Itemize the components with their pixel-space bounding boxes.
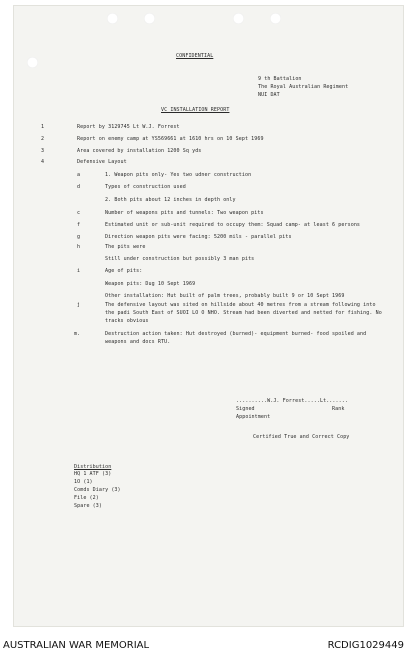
punch-hole (270, 13, 281, 24)
item-text: Area covered by installation 1200 Sq yds (77, 148, 202, 154)
item-text: The pits were (105, 244, 146, 250)
item-text: 2. Both pits about 12 inches in depth only (105, 197, 236, 203)
unit-line: NUI DAT (258, 92, 280, 98)
item-text: Direction weapon pits were facing: 5200 mils - parallel pits (105, 234, 292, 240)
item-letter: i (77, 268, 81, 274)
item-letter: f (77, 222, 81, 228)
item-number: 1 (41, 124, 45, 130)
item-letter: g (77, 234, 81, 240)
item-letter: m. (74, 331, 81, 337)
item-number: 2 (41, 136, 45, 142)
archive-name: AUSTRALIAN WAR MEMORIAL (3, 640, 150, 651)
item-text: Defensive Layout (77, 159, 127, 165)
unit-line: 9 th Battalion (258, 76, 302, 82)
item-text: weapons and docs RTU. (105, 339, 171, 345)
item-text: Types of construction used (105, 184, 186, 190)
item-text: Age of pits: (105, 268, 143, 274)
item-letter: d (77, 184, 81, 190)
item-number: 3 (41, 148, 45, 154)
item-text: the padi South East of SUOI LO O NHO. Stream had been diverted and netted for fishing. No (105, 310, 382, 316)
document-page (13, 5, 404, 627)
classification-marking: CONFIDENTIAL (176, 53, 214, 59)
rank-label: Rank (332, 406, 345, 412)
unit-line: The Royal Australian Regiment (258, 84, 349, 90)
punch-hole (107, 13, 118, 24)
signature-line: ..........W.J. Forrest.....Lt....... (236, 398, 348, 404)
punch-hole (144, 13, 155, 24)
item-text: Destruction action taken: Hut destroyed (burned)- equipment burned- food spoiled and (105, 331, 367, 337)
item-text: 1. Weapon pits only- Yes two udner construction (105, 172, 252, 178)
signed-label: Signed (236, 406, 255, 412)
archive-footer (0, 638, 409, 654)
item-text: The defensive layout was sited on hillside about 40 metres from a stream following into (105, 302, 376, 308)
distribution-line: Comds Diary (3) (74, 487, 121, 493)
distribution-line: File (2) (74, 495, 99, 501)
certified-copy-text: Certified True and Correct Copy (253, 434, 350, 440)
appointment-label: Appointment (236, 414, 271, 420)
item-text: Weapon pits: Dug 10 Sept 1969 (105, 281, 196, 287)
item-text: Other installation: Hut built of palm trees, probably built 9 or 10 Sept 1969 (105, 293, 345, 299)
item-letter: j (77, 302, 81, 308)
punch-hole (27, 57, 38, 68)
item-text: Number of weapons pits and tunnels: Two weapon pits (105, 210, 264, 216)
distribution-line: 1O (1) (74, 479, 93, 485)
distribution-line: Spare (3) (74, 503, 102, 509)
item-text: Still under construction but possibly 3 man pits (105, 256, 255, 262)
distribution-line: HQ 1 ATF (3) (74, 471, 112, 477)
item-number: 4 (41, 159, 45, 165)
item-text: Report on enemy camp at YS569661 at 1610 hrs on 10 Sept 1969 (77, 136, 264, 142)
distribution-heading: Distribution (74, 464, 112, 470)
item-text: Report by 3129745 Lt W.J. Forrest (77, 124, 180, 130)
item-letter: h (77, 244, 81, 250)
item-text: Estimated unit or sub-unit required to occupy them: Squad camp- at least 6 persons (105, 222, 361, 228)
item-letter: a (77, 172, 81, 178)
item-letter: c (77, 210, 81, 216)
record-id: RCDIG1029449 (327, 640, 404, 651)
report-title: VC INSTALLATION REPORT (161, 107, 230, 113)
item-text: tracks obvious (105, 318, 149, 324)
punch-hole (233, 13, 244, 24)
